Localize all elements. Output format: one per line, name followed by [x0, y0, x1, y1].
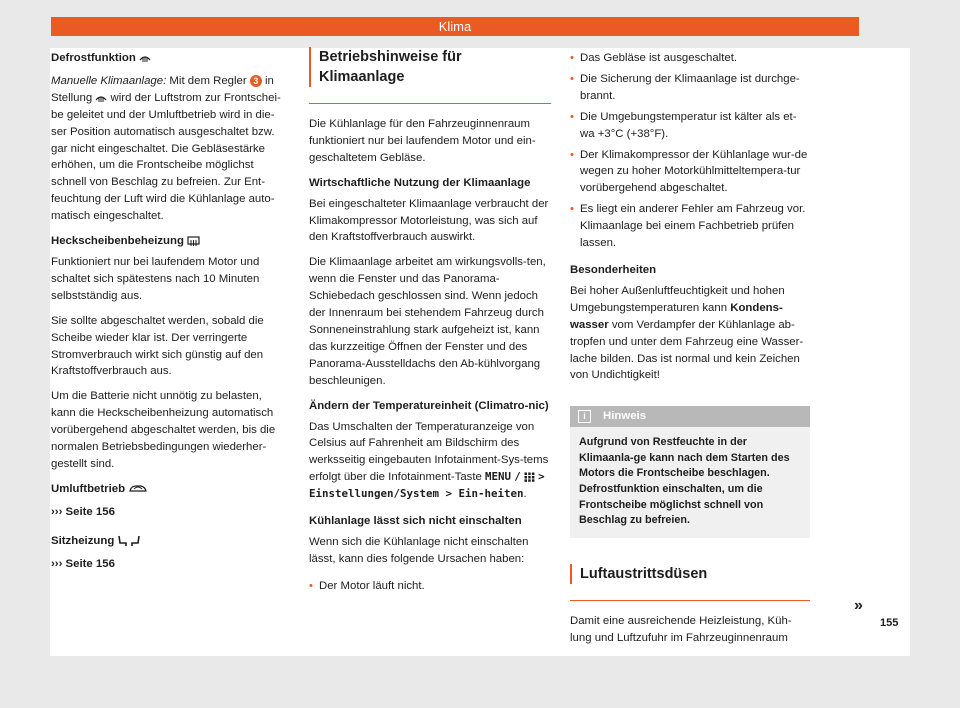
list-item-text: Die Umgebungstemperatur ist kälter als et-wa +3°C (+38°F). — [580, 110, 797, 140]
apps-grid-icon — [524, 472, 535, 482]
continue-mark: » — [854, 597, 863, 614]
defrost-inline-icon — [95, 92, 107, 103]
bullet-dot-icon: • — [570, 203, 574, 216]
list-item-text: Der Klimakompressor der Kühlanlage wur-de wegen zu hoher Motorkühlmitteltempera-tur vorübergehend abgeschaltet. — [580, 148, 808, 195]
economy-paragraph-1: Bei eingeschalteter Klimaanlage verbraucht der Klimakompressor Motorleistung, was sich auf den Kraftstoffverbrauch auswirkt. — [309, 197, 549, 244]
recirculation-page-link[interactable]: ››› Seite 156 — [51, 505, 115, 518]
menu-separator: / — [514, 470, 521, 484]
rear-heating-paragraph-2: Sie sollte abgeschaltet werden, sobald die Scheibe wieder klar ist. Der verringerte Stromverbrauch wirkt sich günstig auf den Kraftstoffverbrauch aus. — [51, 314, 264, 378]
cooling-fail-paragraph: Wenn sich die Kühlanlage nicht einschalten lässt, kann dies folgende Ursachen haben: — [309, 535, 529, 565]
temperature-unit-end: . — [523, 488, 527, 501]
info-icon: i — [578, 410, 591, 423]
rear-heating-paragraph-3: Um die Batterie nicht unnötig zu belasten, kann die Heckscheibenheizung automatisch vorübergehend abgeschaltet werden, bis die normalen Betriebsbedingungen wiederher-gestellt sind. — [51, 390, 276, 470]
list-item-text: Es liegt ein anderer Fehler am Fahrzeug vor. Klimaanlage bei einem Fachbetrieb prüfen lassen. — [580, 203, 806, 250]
chapter-header — [51, 17, 859, 36]
section-header-operation — [309, 47, 551, 104]
rear-window-heating-icon — [187, 236, 200, 247]
list-item — [570, 147, 810, 198]
economy-paragraph-2: Die Klimaanlage arbeitet am wirkungsvolls-ten, wenn die Fenster und das Panorama-Schiebedach geschlossen sind. Wenn jedoch der Innenraum bei stehendem Fahrzeug durch Sonneneinstrahlung stark aufgeheizt ist, kann das kurzzeitige Öffnen der Fenster und des Panorama-Ausstelldachs den Ab-kühlvorgang beschleunigen. — [309, 256, 546, 387]
temperature-unit-text: Das Umschalten der Temperaturanzeige von Celsius auf Fahrenheit am Bildschirm des werksseitig eingebauten Infotainment-Sys-tems erfolgt über die Infotainment-Taste — [309, 420, 549, 484]
list-item — [309, 578, 551, 595]
section-header-vents — [570, 564, 810, 601]
hint-title: Hinweis — [603, 410, 647, 423]
cooling-fail-heading: Kühlanlage lässt sich nicht einschalten — [309, 515, 522, 528]
bullet-dot-icon: • — [570, 148, 574, 161]
hint-header — [570, 406, 810, 427]
bullet-dot-icon: • — [570, 72, 574, 85]
special-text-1: Bei hoher Außenluftfeuchtigkeit und hohen Umgebungstemperaturen kann — [570, 284, 785, 314]
seat-heating-heading — [51, 533, 289, 550]
operation-section-title: Betriebshinweise für Klimaanlage — [309, 47, 551, 87]
temperature-unit-heading: Ändern der Temperatureinheit (Climatro-nic) — [309, 399, 549, 412]
list-item — [570, 109, 810, 143]
list-item — [570, 50, 810, 67]
menu-key-label: MENU — [485, 470, 512, 484]
seat-heating-title: Sitzheizung — [51, 534, 115, 547]
hint-box — [570, 406, 810, 537]
chapter-title: Klima — [438, 19, 472, 34]
vents-paragraph: Damit eine ausreichende Heizleistung, Küh-lung und Luftzufuhr im Fahrzeuginnenraum — [570, 614, 792, 644]
hint-text: Aufgrund von Restfeuchte in der Klimaanla-ge kann nach dem Starten des Motors die Frontscheibe beschlagen. Defrostfunktion einschalten, um die Frontscheibe möglichst schnell von Beschlag zu befreien. — [579, 436, 790, 527]
vents-section-title: Luftaustrittsdüsen — [570, 564, 810, 584]
special-text-2: vom Verdampfer der Kühlanlage ab-tropfen und unter dem Fahrzeug eine Wasser-lache bilden. Das ist normal und kein Zeichen von Undichtigkeit! — [570, 318, 804, 382]
rear-heating-paragraph-1: Funktioniert nur bei laufendem Motor und schaltet sich spätestens nach 10 Minuten selbstständig aus. — [51, 255, 260, 302]
economy-heading: Wirtschaftliche Nutzung der Klimaanlage — [309, 176, 531, 189]
page-number: 155 — [880, 617, 899, 629]
recirculation-title: Umluftbetrieb — [51, 482, 126, 495]
list-item-text: Die Sicherung der Klimaanlage ist durchge-brannt. — [580, 72, 800, 102]
list-item-text: Der Motor läuft nicht. — [319, 579, 425, 592]
recirculation-car-icon — [128, 483, 148, 494]
special-paragraph — [570, 283, 810, 384]
temperature-unit-paragraph — [309, 419, 551, 504]
seat-heating-page-link[interactable]: ››› Seite 156 — [51, 557, 115, 570]
defrost-title: Defrostfunktion — [51, 52, 136, 64]
list-item — [570, 71, 810, 105]
rear-heating-heading — [51, 233, 289, 250]
regler-number-badge: 3 — [250, 75, 262, 87]
defrost-text-2: in Stellung — [51, 74, 274, 104]
defrost-text-1: Mit dem Regler — [169, 74, 247, 87]
recirculation-heading — [51, 481, 289, 498]
defrost-prefix: Manuelle Klimaanlage: — [51, 74, 167, 87]
column-2 — [309, 47, 551, 599]
settings-menu-path: > Einstellungen/System > Ein-heiten — [309, 470, 545, 501]
condensation-term: Kondens-wasser — [570, 301, 783, 331]
seat-heating-left-icon — [117, 535, 127, 547]
list-item-text: Das Gebläse ist ausgeschaltet. — [580, 52, 738, 64]
list-item — [570, 201, 810, 252]
bullet-dot-icon: • — [570, 52, 574, 64]
rear-heating-title: Heckscheibenbeheizung — [51, 235, 184, 248]
column-1 — [51, 50, 289, 580]
defrost-text-3: wird der Luftstrom zur Frontschei-be geleitet und der Umluftbetrieb wird in die-ser Position automatisch ausgeschaltet bzw. gar nicht eingeschaltet. Die Gebläsestärke erhöhen, um die Frontscheibe möglichst schnell von Beschlag zu befreien. Zur Ent-feuchtung der Luft wird die Kühlanlage auto-matisch eingeschaltet. — [51, 91, 281, 223]
bullet-dot-icon: • — [309, 579, 313, 592]
defrost-heading — [51, 50, 289, 67]
column-3 — [570, 50, 810, 655]
defrost-icon — [139, 52, 151, 63]
operation-intro: Die Kühlanlage für den Fahrzeuginnenraum funktioniert nur bei laufendem Motor und ein-geschaltetem Gebläse. — [309, 118, 536, 164]
bullet-dot-icon: • — [570, 110, 574, 123]
seat-heating-right-icon — [131, 535, 141, 547]
defrost-paragraph — [51, 73, 289, 225]
special-heading: Besonderheiten — [570, 263, 657, 276]
